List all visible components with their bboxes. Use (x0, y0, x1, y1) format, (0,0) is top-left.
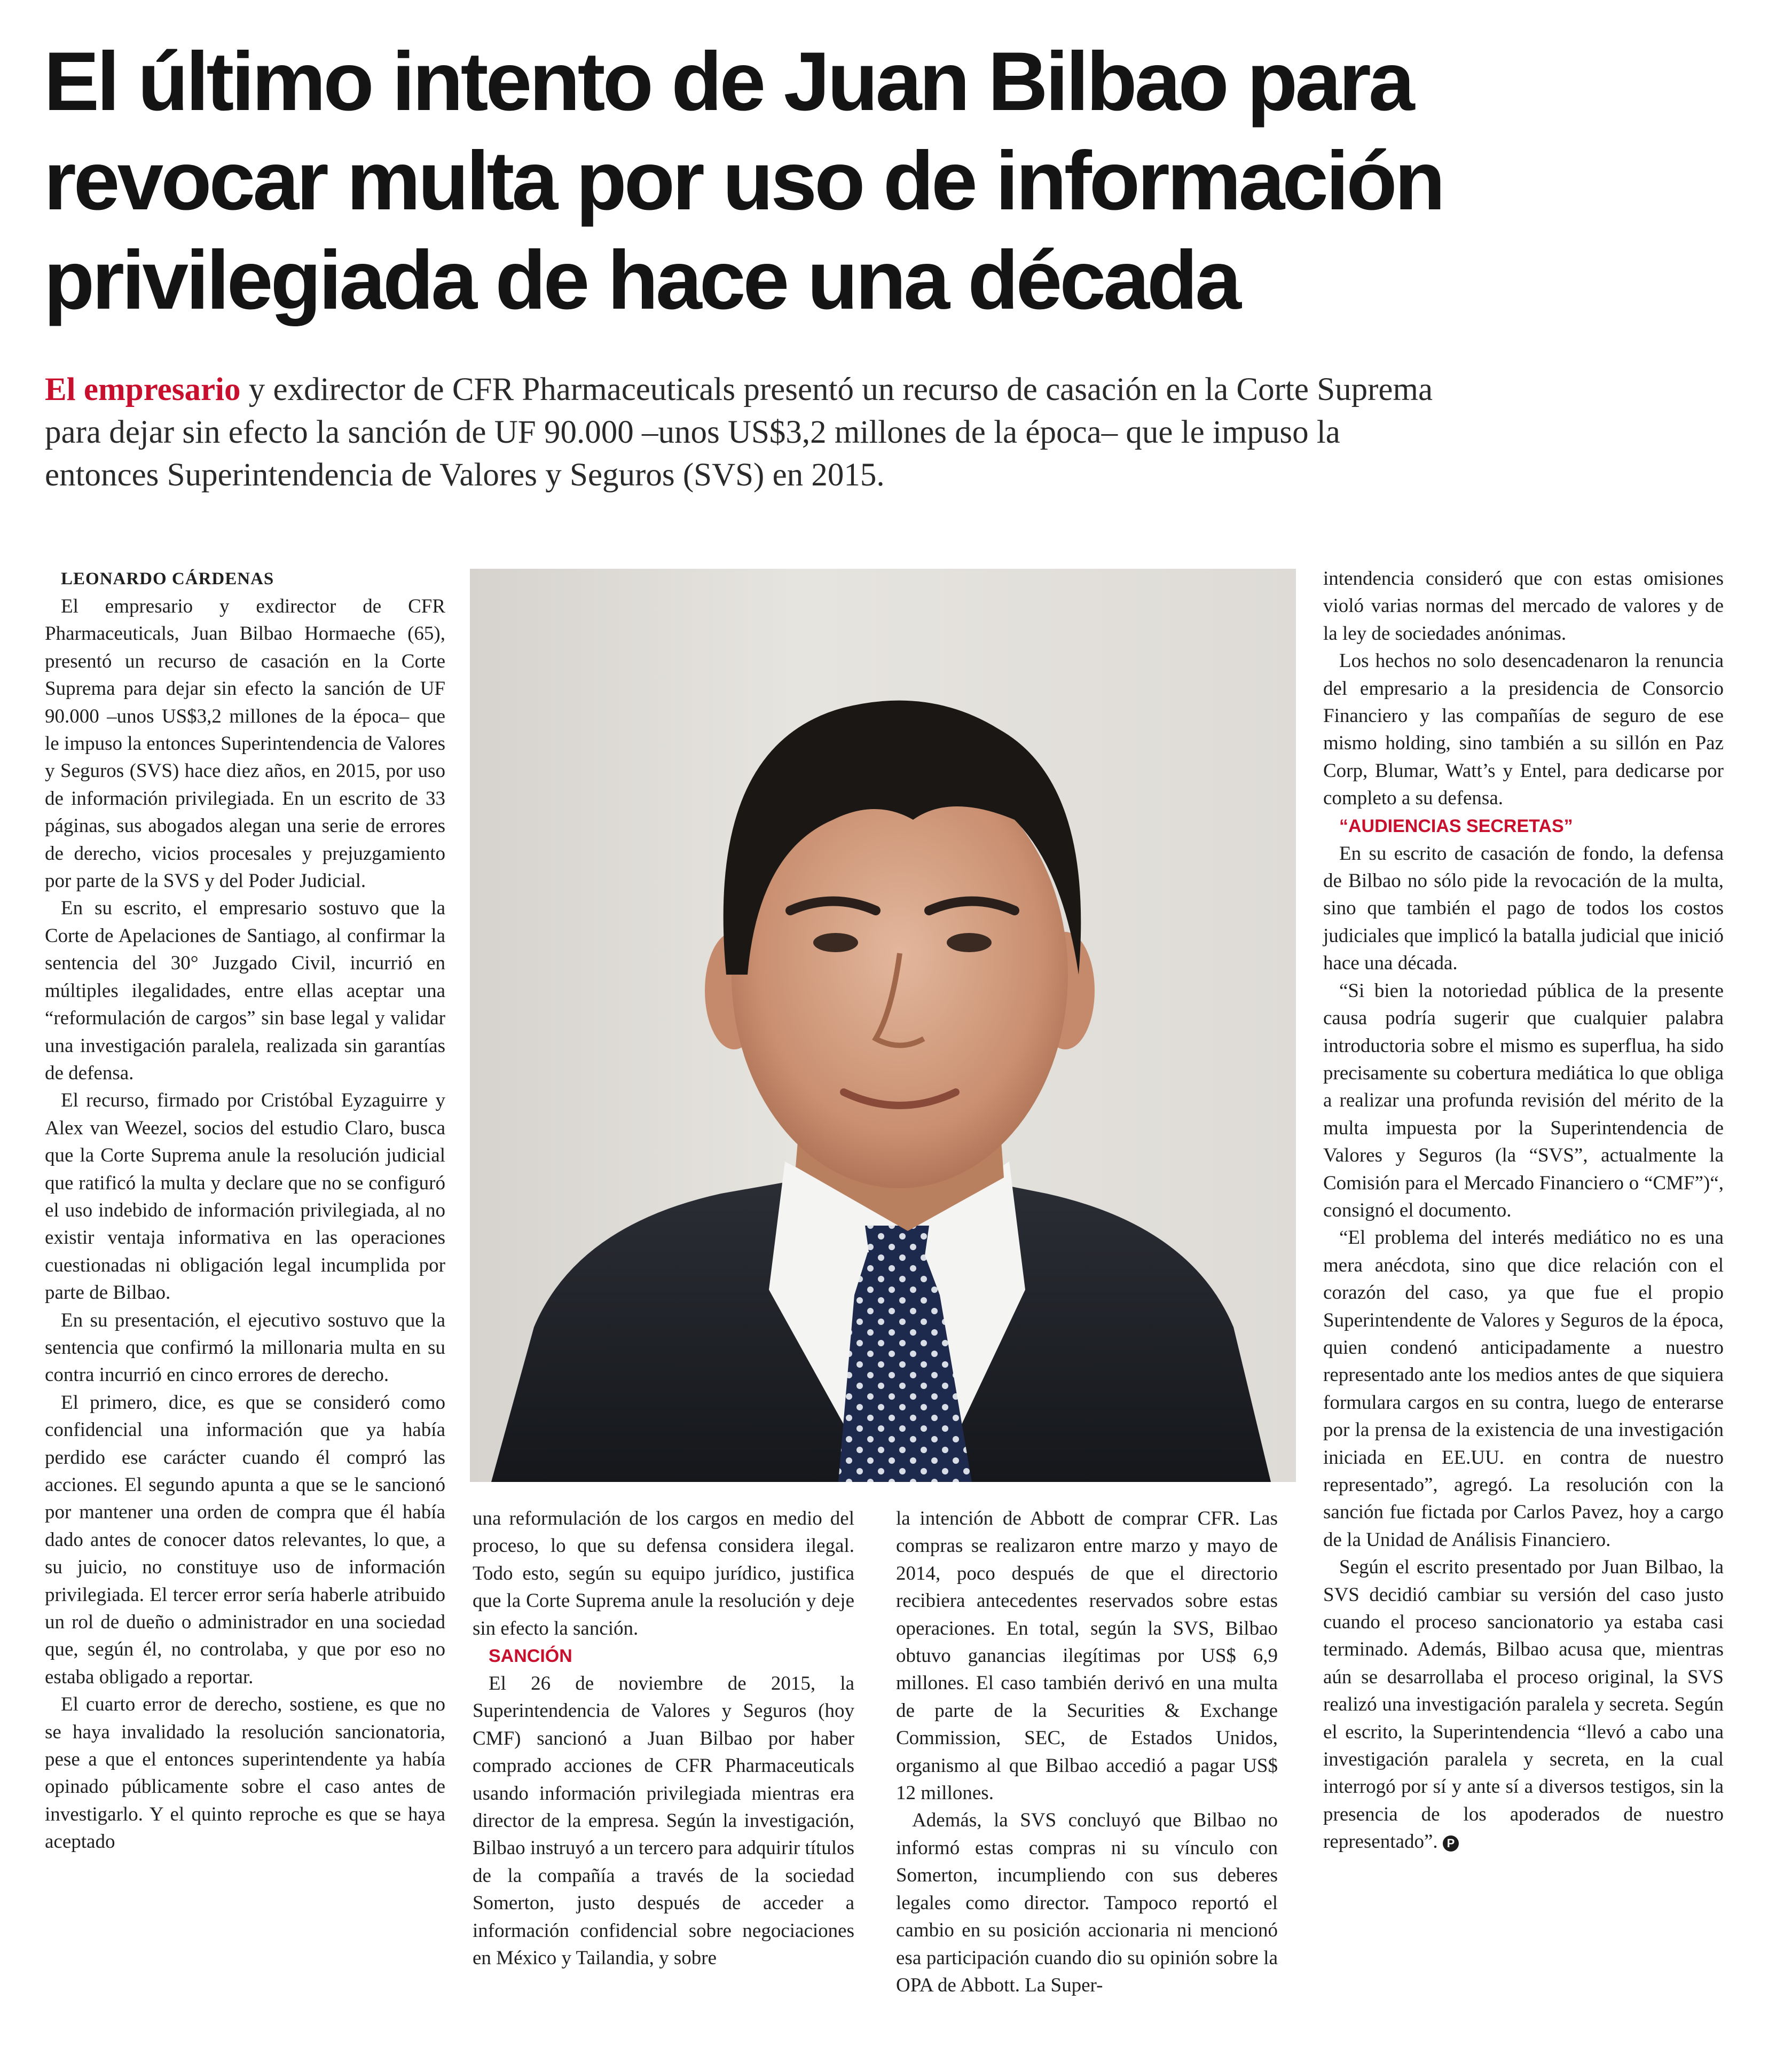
paragraph: El 26 de noviembre de 2015, la Superintendencia de Valores y Seguros (hoy CMF) sancionó a Juan Bilbao por haber comprado acciones de CFR Pharmaceuticals usando información privilegiada mientras era director de la empresa. Según la investigación, Bilbao instruyó a un tercero para adquirir títulos de la compañía a través de la sociedad Somerton, justo después de acceder a información confidencial sobre negociaciones en México y Tailandia, y sobre (473, 1673, 854, 1970)
paragraph: “Si bien la notoriedad pública de la presente causa podría sugerir que cualquier palabra introductoria sobre el mismo es superflua, ha sido precisamente su cobertura mediática lo que obliga a realizar una profunda revisión del mérito de la multa impuesta por la Superintendencia de Valores y Seguros (la “SVS”, actualmente la Comisión para el Mercado Financiero o “CMF”)“, consignó el documento. (1323, 979, 1724, 1221)
paragraph: una reformulación de los cargos en medio del proceso, lo que su defensa considera ilegal. Todo esto, según su equipo jurídico, justifica que la Corte Suprema anule la resolución y deje sin efecto la sanción. (473, 1508, 854, 1639)
paragraph: El cuarto error de derecho, sostiene, es que no se haya invalidado la resolución sancionatoria, pese a que el entonces superintendente ya había opinado públicamente sobre el caso antes de investigarlo. Y el quinto reproche es que se haya aceptado (45, 1693, 445, 1853)
subheading-sancion: SANCIÓN (489, 1646, 572, 1667)
portrait-illustration (470, 569, 1296, 1482)
headline (44, 32, 1486, 330)
paragraph: El empresario y exdirector de CFR Pharmaceuticals, Juan Bilbao Hormaeche (65), presentó un recurso de casación en la Corte Suprema para dejar sin efecto la sanción de UF 90.000 –unos US$3,2 millones de la época– que le impuso la entonces Superintendencia de Valores y Seguros (SVS) hace diez años, en 2015, por uso de información privilegiada. En un escrito de 33 páginas, sus abogados alegan una serie de errores de derecho, vicios procesales y prejuzgamiento por parte de la SVS y del Poder Judicial. (45, 595, 445, 892)
paragraph: El recurso, firmado por Cristóbal Eyzaguirre y Alex van Weezel, socios del estudio Claro, busca que la Corte Suprema anule la resolución judicial que ratificó la multa y declare que no se configuró el uso indebido de información privilegiada, al no existir ventaja informativa en las operaciones cuestionadas ni obligación legal incumplida por parte de Bilbao. (45, 1089, 445, 1304)
end-mark-icon: P (1443, 1835, 1459, 1852)
portrait-photo (470, 569, 1296, 1482)
lead-text: y exdirector de CFR Pharmaceuticals presentó un recurso de casación en la Corte Suprema para dejar sin efecto la sanción de UF 90.000 –unos US$3,2 millones de la época– que le impuso la entonces Superintendencia de Valores y Seguros (SVS) en 2015. (45, 372, 1433, 493)
paragraph-text: Según el escrito presentado por Juan Bilbao, la SVS decidió cambiar su versión del caso justo cuando el proceso sancionatorio ya estaba casi terminado. Además, Bilbao acusa que, mientras aún se desarrollaba el proceso original, la SVS realizó una investigación paralela y secreta. Según el escrito, la Superintendencia “llevó a cabo una investigación paralela y secreta, en la cual interrogó por sí y ante sí a diversos testigos, sin la presencia de los apoderados de nuestro representado”. (1323, 1556, 1724, 1853)
headline-line: revocar multa por uso de información (44, 135, 1443, 228)
lead-accent: El empresario (45, 372, 241, 407)
byline: LEONARDO CÁRDENAS (61, 569, 274, 589)
headline-line: privilegiada de hace una década (44, 234, 1239, 327)
paragraph: En su escrito, el empresario sostuvo que la Corte de Apelaciones de Santiago, al confirmar la sentencia del 30° Juzgado Civil, incurrió en múltiples ilegalidades, entre ellas aceptar una “reformulación de cargos” sin base legal y validar una investigación paralela, realizada sin garantías de defensa. (45, 897, 445, 1084)
headline-line: El último intento de Juan Bilbao para (44, 35, 1412, 128)
column-1 (45, 565, 445, 1856)
column-4 (1323, 565, 1724, 1856)
paragraph: la intención de Abbott de comprar CFR. Las compras se realizaron entre marzo y mayo de 2014, poco después de que el directorio recibiera antecedentes reservados sobre estas operaciones. En total, según la SVS, Bilbao obtuvo ganancias ilegítimas por US$ 6,9 millones. El caso también derivó en una multa de parte de la Securities & Exchange Commission, SEC, de Estados Unidos, organismo al que Bilbao accedió a pagar US$ 12 millones. (896, 1508, 1278, 1805)
column-2 (473, 1505, 854, 1972)
paragraph: En su presentación, el ejecutivo sostuvo que la sentencia que confirmó la millonaria multa en su contra incurrió en cinco errores de derecho. (45, 1309, 445, 1386)
subheading-audiencias: “AUDIENCIAS SECRETAS” (1339, 815, 1573, 836)
paragraph (1323, 1554, 1724, 1855)
paragraph: “El problema del interés mediático no es una mera anécdota, sino que dice relación con el corazón del caso, ya que fue el propio Superintendente de Valores y Seguros de la época, quien condenó anticipadamente a nuestro representado ante los medios antes de que siquiera formulara cargos en su contra, luego de enterarse por la prensa de la existencia de una investigación iniciada en EE.UU. en contra de nuestro representado”, agregó. La resolución con la sanción fue fictada por Carlos Pavez, hoy a cargo de la Unidad de Análisis Financiero. (1323, 1227, 1724, 1551)
lead-paragraph (45, 368, 1455, 497)
column-3 (896, 1505, 1278, 1999)
paragraph: El primero, dice, es que se consideró como confidencial una información que ya había perdido ese carácter cuando él compró las acciones. El segundo apunta a que se le sancionó por mantener una orden de compra que él había dado antes de conocer datos relevantes, lo que, a su juicio, no constituye uso de información privilegiada. El tercer error sería haberle atribuido un rol de dueño o administrador en una sociedad que, según él, no controlaba, y que por eso no estaba obligado a reportar. (45, 1391, 445, 1688)
paragraph: Los hechos no solo desencadenaron la renuncia del empresario a la presidencia de Consorcio Financiero y las compañías de seguro de ese mismo holding, sino también a su sillón en Paz Corp, Blumar, Watt’s y Entel, para dedicarse por completo a su defensa. (1323, 650, 1724, 810)
paragraph: En su escrito de casación de fondo, la defensa de Bilbao no sólo pide la revocación de la multa, sino que también el pago de todos los costos judiciales que implicó la batalla judicial que inició hace una década. (1323, 842, 1724, 975)
paragraph: Además, la SVS concluyó que Bilbao no informó estas compras ni su vínculo con Somerton, incumpliendo con sus deberes legales como director. Tampoco reportó el cambio en su posición accionaria ni mencionó esa participación cuando dio su opinión sobre la OPA de Abbott. La Super- (896, 1809, 1278, 1996)
paragraph: intendencia consideró que con estas omisiones violó varias normas del mercado de valores y de la ley de sociedades anónimas. (1323, 568, 1724, 645)
